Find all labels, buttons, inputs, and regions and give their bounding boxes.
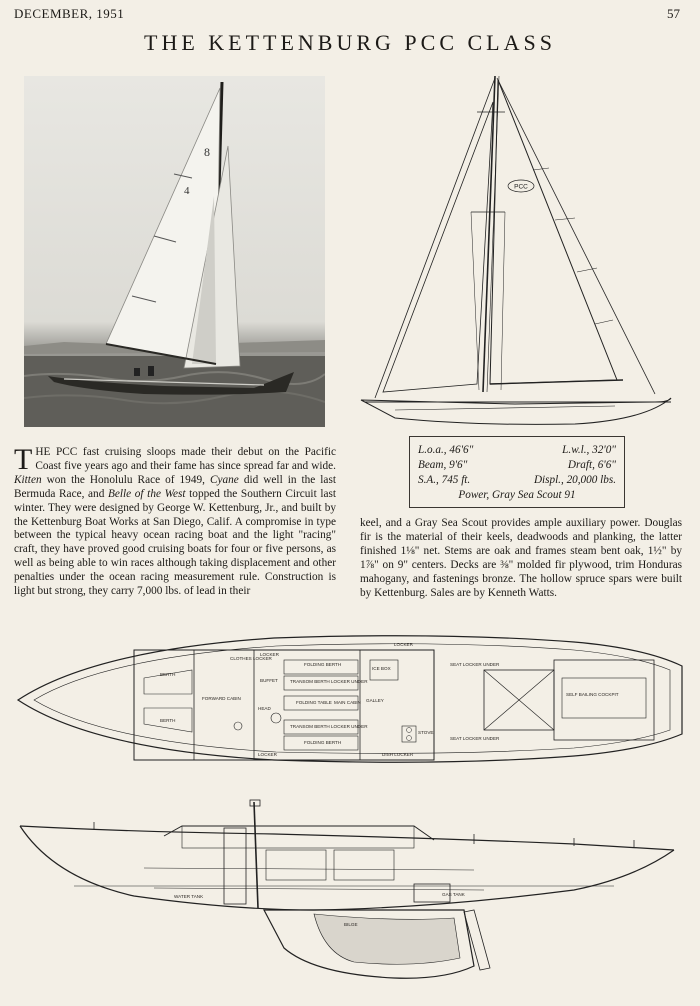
label-seat-top: SEAT LOCKER UNDER	[450, 662, 500, 667]
article-text-part-2: won the Honolulu Race of 1949,	[46, 473, 205, 486]
spec-beam: Beam, 9'6"	[418, 459, 468, 471]
label-main-cabin: MAIN CABIN	[334, 700, 361, 705]
drop-cap: T	[14, 443, 33, 476]
spec-loa: L.o.a., 46'6"	[418, 444, 474, 456]
specifications-box	[409, 436, 625, 508]
label-stove: STOVE	[418, 730, 434, 735]
accommodation-plan	[14, 630, 686, 780]
label-berth-b: BERTH	[160, 718, 176, 723]
spec-sail-area: S.A., 745 ft.	[418, 474, 471, 486]
yacht-photo	[24, 76, 325, 427]
sail-number-mid: 4	[184, 185, 190, 197]
article-title: THE KETTENBURG PCC CLASS	[144, 30, 556, 55]
label-head: HEAD	[258, 706, 271, 711]
yacht-name-belle: Belle of the West	[107, 487, 186, 500]
spec-displacement: Displ., 20,000 lbs.	[533, 474, 616, 486]
label-berth-a: BERTH	[160, 672, 176, 677]
sail-insignia: PCC	[514, 183, 528, 191]
spec-lwl: L.w.l., 32'0"	[562, 444, 616, 456]
page-number: 57	[667, 6, 680, 21]
label-bilge: BILGE	[344, 922, 358, 927]
label-forward-cabin: FORWARD CABIN	[202, 696, 241, 701]
inboard-profile	[14, 798, 686, 998]
label-clothes-locker: CLOTHES LOCKER	[230, 656, 272, 661]
label-folding-berth-top: FOLDING BERTH	[304, 662, 342, 667]
issue-date: DECEMBER, 1951	[14, 6, 125, 21]
label-buffet: BUFFET	[260, 678, 278, 683]
label-locker-aft: LOCKER	[394, 642, 413, 647]
sail-plan-drawing	[355, 72, 685, 432]
label-locker-bottom: LOCKER	[258, 752, 277, 757]
label-transom-berth-top: TRANSOM BERTH LOCKER UNDER	[290, 679, 368, 684]
label-water-tank: WATER TANK	[174, 894, 204, 899]
label-folding-table: FOLDING TABLE	[296, 700, 332, 705]
label-transom-berth-bottom: TRANSOM BERTH LOCKER UNDER	[290, 724, 368, 729]
label-dish-locker: DISH LOCKER	[382, 752, 414, 757]
label-gas-tank: GAS TANK	[442, 892, 465, 897]
sail-number-top: 8	[204, 145, 210, 159]
yacht-name-cyane: Cyane	[209, 473, 239, 486]
spec-power: Power, Gray Sea Scout 91	[458, 489, 576, 501]
article-text-part-3: did well in the last Bermuda Race, and	[14, 473, 336, 500]
article-text-part-1: HE PCC fast cruising sloops made their debut on the Pacific Coast five years ago and their fame has since spread far and wide.	[35, 446, 336, 472]
label-seat-bottom: SEAT LOCKER UNDER	[450, 736, 500, 741]
yacht-name-kitten: Kitten	[14, 473, 42, 486]
label-locker-top: LOCKER	[260, 652, 279, 657]
article-column-1	[14, 443, 337, 599]
label-galley: GALLEY	[366, 698, 384, 703]
label-self-bailing-cockpit: SELF BAILING COCKPIT	[566, 692, 619, 697]
label-folding-berth-bottom: FOLDING BERTH	[304, 740, 342, 745]
article-column-2: keel, and a Gray Sea Scout provides ample auxiliary power. Douglas fir is the material of their keels, deadwoods and planking, the latter finished 1⅛" net. Stems are oak and frames steam bent oak, 1½" by 1⅞" on 9" centers. Decks are ⅜" molded fir plywood, trim Honduras mahogany, and fastenings bronze. The hollow spruce spars were built by Kettenburg. Sales are by Kenneth Watts.	[360, 517, 682, 599]
article-text-part-4: topped the Southern Circuit last winter. They were designed by George W. Kettenburg, Jr., and built by the Kettenburg Boat Works at San Diego, Calif. A compromise in type between the typical heavy ocean racing boat and the light "racing" craft, they have proved good cruising boats for four or five persons, as well as being able to win races although taking displacement and other penalties under the ocean racing measurement rule. Construction is light but strong, they carry 7,000 lbs. of lead in their	[14, 487, 337, 598]
spec-draft: Draft, 6'6"	[567, 459, 616, 471]
label-ice-box: ICE BOX	[372, 666, 391, 671]
